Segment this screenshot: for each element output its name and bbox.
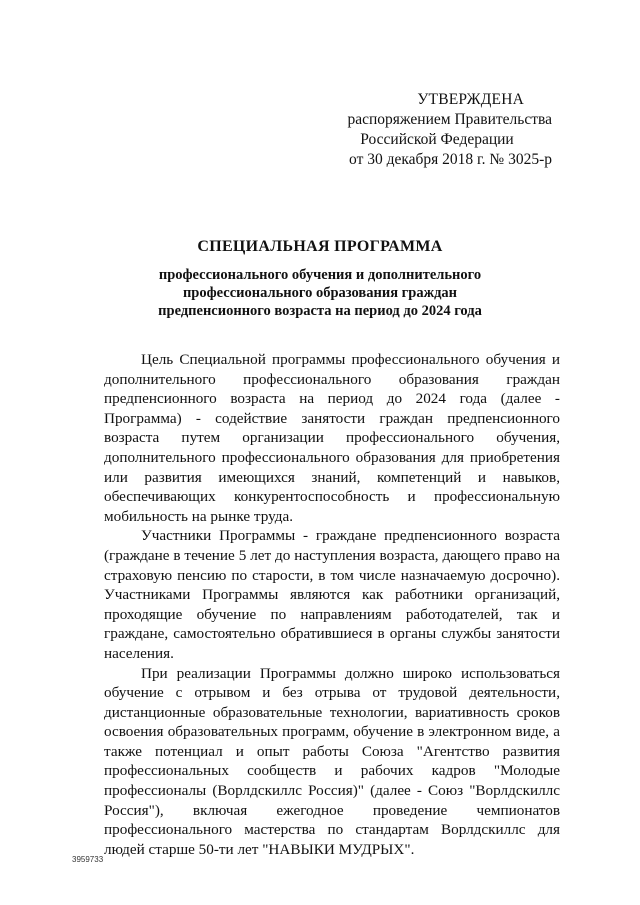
document-body [104, 350, 560, 859]
document-subtitle-line-3: предпенсионного возраста на период до 2024 года [158, 303, 482, 319]
document-title: СПЕЦИАЛЬНАЯ ПРОГРАММА [197, 238, 443, 255]
document-title-block [100, 237, 540, 320]
approval-stamp [322, 90, 552, 170]
document-subtitle-line-2: профессионального образования граждан [182, 285, 458, 301]
approval-line-1: распоряжением Правительства [347, 111, 552, 128]
paragraph-goal: Цель Специальной программы профессионального обучения и дополнительного профессионального образования граждан предпенсионного возраста на период до 2024 года (далее - Программа) - содействие занятости граждан предпенсионного возраста путем организации профессионального обучения, дополнительного профессионального образования для приобретения или развития имеющихся знаний, компетенций и навыков, обеспечивающих конкурентоспособность и профессиональную мобильность на рынке труда. [104, 351, 560, 525]
paragraph-participants: Участники Программы - граждане предпенсионного возраста (граждане в течение 5 лет до наступления возраста, дающего право на страховую пенсию по старости, в том числе назначаемую досрочно). Участниками Программы являются как работники организаций, проходящие обучение по направлениям работодателей, так и граждане, самостоятельно обратившиеся в органы службы занятости населения. [104, 527, 560, 662]
approval-heading: УТВЕРЖДЕНА [417, 91, 524, 108]
approval-line-3: от 30 декабря 2018 г. № 3025-р [349, 151, 552, 168]
paragraph-implementation: При реализации Программы должно широко использоваться обучение с отрывом и без отрыва от трудовой деятельности, дистанционные образовательные технологии, вариативность сроков освоения образовательных программ, обучение в электронном виде, а также потенциал и опыт работы Союза "Агентство развития профессиональных сообществ и рабочих кадров "Молодые профессионалы (Ворлдскиллс Россия)" (далее - Союз "Ворлдскиллс Россия"), включая ежегодное проведение чемпионатов профессионального мастерства по стандартам Ворлдскиллс для людей старше 50-ти лет "НАВЫКИ МУДРЫХ". [104, 664, 560, 858]
approval-line-2: Российской Федерации [360, 131, 514, 148]
document-subtitle-line-1: профессионального обучения и дополнительного [158, 267, 482, 283]
document-number: 3959733 [72, 855, 104, 864]
